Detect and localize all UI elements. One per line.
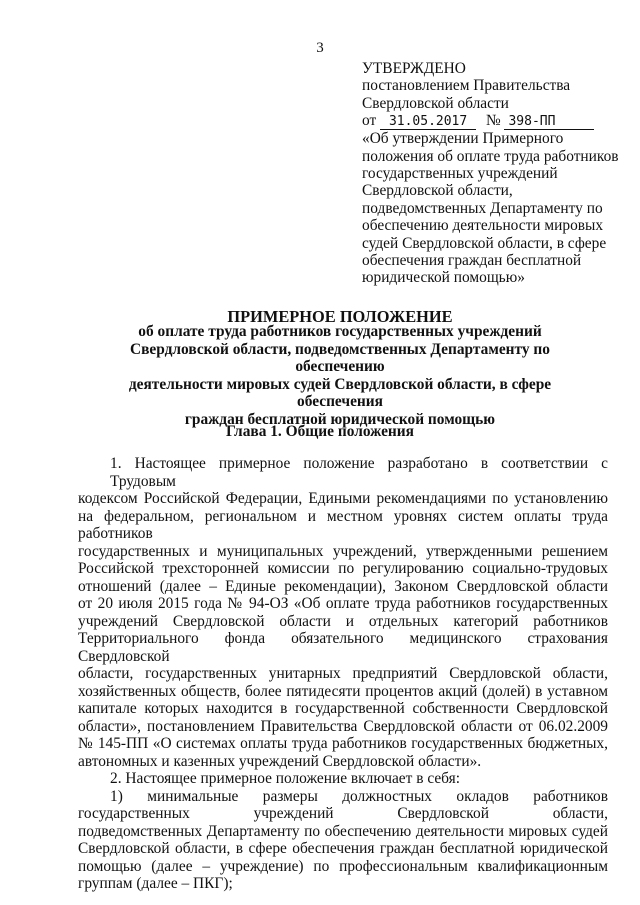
chapter-heading: Глава 1. Общие положения <box>226 423 414 440</box>
body-line: автономных и казенных учреждений Свердловской области». <box>78 752 482 770</box>
body-line: Свердловской области, в сфере обеспечения граждан бесплатной юридической <box>78 840 608 857</box>
date-prefix: от <box>362 112 377 130</box>
body-line: группам (далее – ПКГ); <box>78 875 233 892</box>
body-line: на федеральном, региональном и местном уровнях систем оплаты труда работников <box>78 507 608 542</box>
approval-date: 31.05.2017 <box>380 115 476 130</box>
body-line: 2. Настоящее примерное положение включает в себя: <box>110 770 460 787</box>
subtitle-line: об оплате труда работников государственных учреждений <box>138 323 542 340</box>
approval-reference: «Об утверждении Примерного положения об оплате труда работников государственных учреждений Свердловской области, подведомственных Департаменту по обеспечению деятельности мировых судей Свердловской области, в сфере обеспечения граждан бесплатной юридической помощью» <box>362 130 619 287</box>
body-line: учреждений Свердловской области и отдельных категорий работников <box>78 612 608 630</box>
page-number: 3 <box>316 40 324 56</box>
body-line: области, государственных унитарных предприятий Свердловской области, <box>78 665 608 682</box>
document-subtitle <box>84 323 596 429</box>
body-line: от 20 июля 2015 года № 94-ОЗ «Об оплате труда работников государственных <box>78 595 608 612</box>
approval-line-1: постановлением Правительства <box>362 77 571 95</box>
body-line: отношений (далее – Единые рекомендации), Законом Свердловской области <box>78 577 608 595</box>
subtitle-line: деятельности мировых судей Свердловской области, в сфере обеспечения <box>128 375 552 411</box>
body-line: № 145-ПП «О системах оплаты труда работников государственных бюджетных, <box>78 735 608 752</box>
body-line: хозяйственных обществ, более пятидесяти процентов акций (долей) в уставном <box>78 682 608 700</box>
document-title: ПРИМЕРНОЕ ПОЛОЖЕНИЕ <box>227 307 453 326</box>
document-body <box>78 455 608 893</box>
body-line: помощью (далее – учреждение) по профессиональным квалификационным <box>78 857 608 875</box>
body-line: подведомственных Департаменту по обеспечению деятельности мировых судей <box>78 822 608 840</box>
body-line: 1. Настоящее примерное положение разработано в соответствии с Трудовым <box>110 455 608 490</box>
approval-heading: УТВЕРЖДЕНО <box>362 60 466 77</box>
subtitle-line: граждан бесплатной юридической помощью <box>184 410 496 428</box>
body-line: капитале которых находится в государственной собственности Свердловской <box>78 700 608 717</box>
body-line: кодексом Российской Федерации, Едиными рекомендациями по установлению <box>78 490 608 507</box>
approval-number: 398-ПП <box>504 115 594 130</box>
approval-line-2: Свердловской области <box>362 94 509 112</box>
subtitle-line: Свердловской области, подведомственных Департаменту по обеспечению <box>129 340 550 376</box>
approval-stamp <box>362 60 624 287</box>
body-line: 1) минимальные размеры должностных окладов работников <box>110 787 608 805</box>
body-line: государственных и муниципальных учреждений, утвержденными решением <box>78 542 608 560</box>
approval-date-line <box>362 112 624 130</box>
body-line: Российской трехсторонней комиссии по регулированию социально-трудовых <box>78 560 608 577</box>
body-line: государственных учреждений Свердловской области, <box>78 805 608 822</box>
number-label: № <box>485 112 501 130</box>
body-line: области», постановлением Правительства Свердловской области от 06.02.2009 <box>78 717 608 735</box>
body-line: Территориального фонда обязательного медицинского страхования Свердловской <box>78 630 608 665</box>
